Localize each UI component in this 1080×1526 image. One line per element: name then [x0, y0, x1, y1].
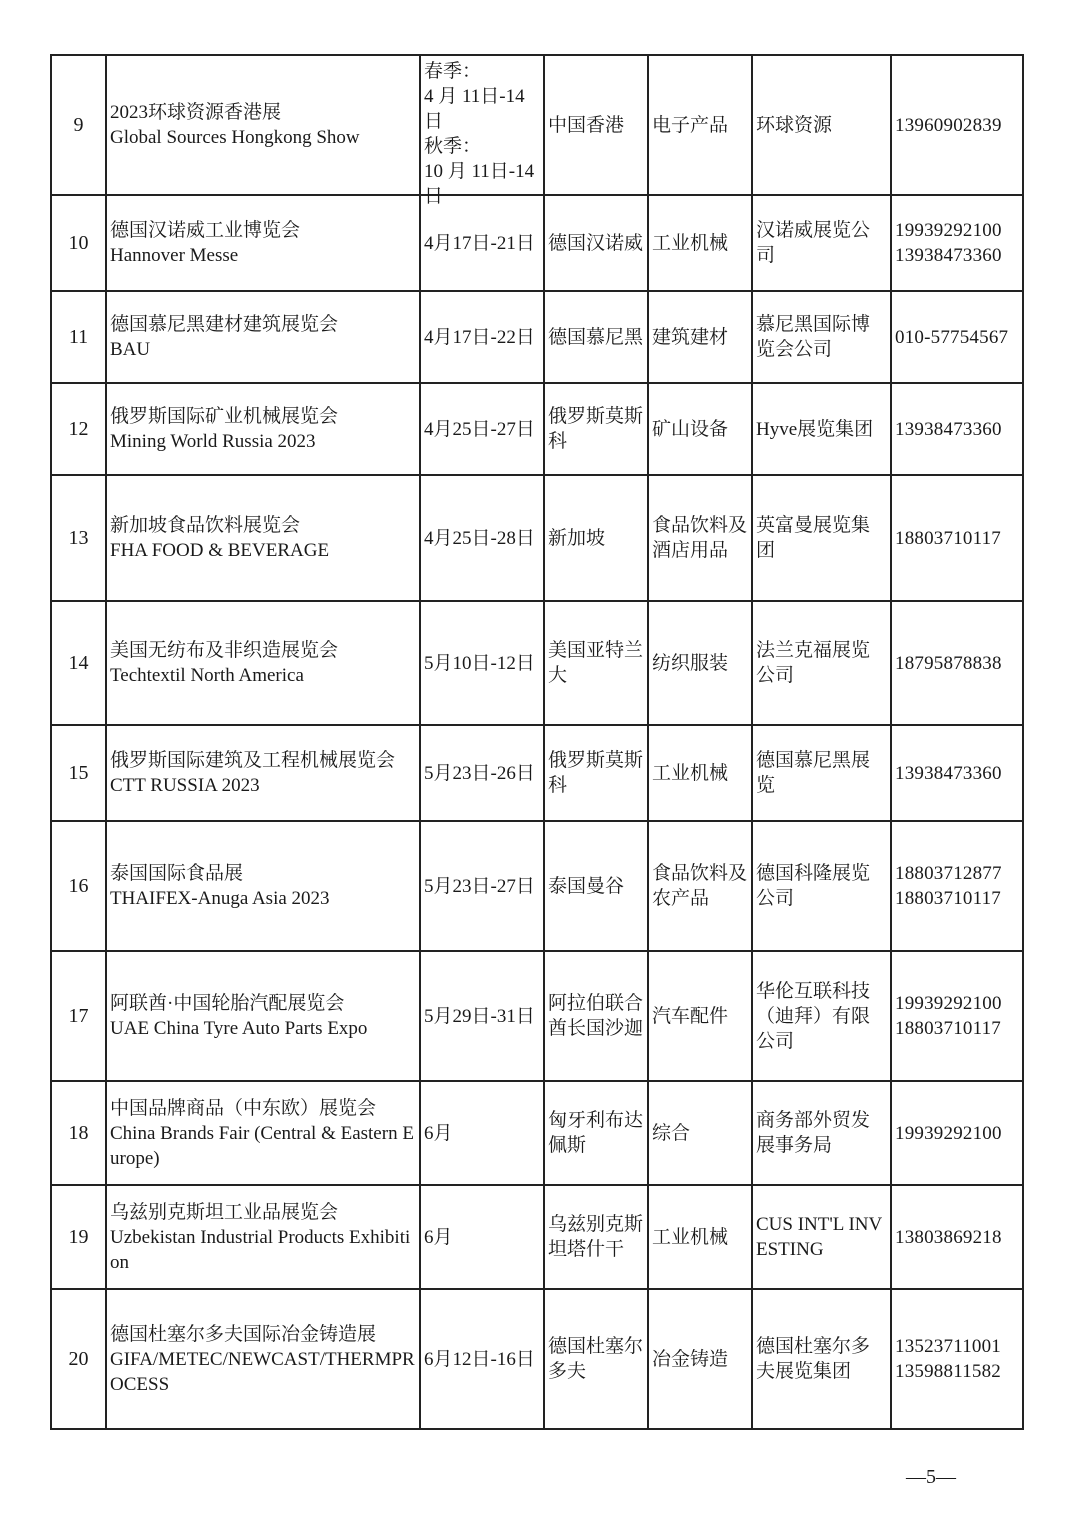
contact-phone: 19939292100: [891, 1081, 1023, 1185]
exhibition-name-cn: 德国汉诺威工业博览会: [110, 220, 301, 241]
exhibition-date: [420, 601, 544, 725]
exhibition-date-text: 4月17日-22日: [424, 326, 535, 348]
contact-phone: 13938473360: [891, 383, 1023, 475]
contact-phone: 13938473360: [891, 725, 1023, 821]
exhibition-organizer: 商务部外贸发展事务局: [752, 1081, 891, 1185]
exhibition-organizer: 德国慕尼黑展览: [752, 725, 891, 821]
exhibition-date-text: 5月10日-12日: [424, 652, 535, 674]
exhibition-industry: 纺织服装: [648, 601, 752, 725]
table-row: [51, 475, 1023, 601]
exhibition-location: 俄罗斯莫斯科: [544, 725, 648, 821]
exhibition-name-cn: 德国杜塞尔多夫国际冶金铸造展: [110, 1323, 377, 1345]
exhibition-industry: 汽车配件: [648, 951, 752, 1081]
row-number: 15: [51, 725, 106, 821]
exhibition-date: [420, 725, 544, 821]
exhibition-date-text: 5月23日-27日: [424, 875, 535, 897]
exhibition-date-text: 4月17日-21日: [424, 232, 535, 254]
exhibition-name: [106, 821, 420, 951]
row-number: 9: [51, 55, 106, 195]
exhibition-organizer: 德国杜塞尔多夫展览集团: [752, 1289, 891, 1429]
exhibition-name-cn: 美国无纺布及非织造展览会: [110, 640, 339, 661]
exhibition-date-text: 4月25日-28日: [424, 527, 535, 549]
table-row: [51, 383, 1023, 475]
exhibition-name-cn: 乌兹别克斯坦工业品展览会: [110, 1201, 339, 1223]
exhibition-name-en: UAE China Tyre Auto Parts Expo: [110, 1018, 368, 1039]
exhibition-date-text: 6月: [424, 1122, 453, 1144]
exhibition-name-cn: 2023环球资源香港展: [110, 102, 282, 123]
exhibition-date: [420, 821, 544, 951]
row-number: 13: [51, 475, 106, 601]
exhibition-industry: 电子产品: [648, 55, 752, 195]
exhibition-location: 泰国曼谷: [544, 821, 648, 951]
exhibition-name: [106, 475, 420, 601]
exhibition-location: 中国香港: [544, 55, 648, 195]
contact-phone: 18803710117: [891, 475, 1023, 601]
exhibition-date-text: 5月29日-31日: [424, 1005, 535, 1027]
exhibition-location: 美国亚特兰大: [544, 601, 648, 725]
page-number: —5—: [906, 1466, 956, 1488]
exhibition-date: [420, 1081, 544, 1185]
exhibition-table: [50, 54, 1024, 1430]
row-number: 16: [51, 821, 106, 951]
contact-phone: 19939292100 13938473360: [891, 195, 1023, 291]
exhibition-industry: 冶金铸造: [648, 1289, 752, 1429]
exhibition-date: [420, 1185, 544, 1289]
exhibition-industry: 食品饮料及酒店用品: [648, 475, 752, 601]
exhibition-organizer: 德国科隆展览公司: [752, 821, 891, 951]
exhibition-name-en: China Brands Fair (Central & Eastern Europe): [110, 1122, 414, 1169]
exhibition-date-text: 4月25日-27日: [424, 418, 535, 440]
exhibition-name: [106, 725, 420, 821]
exhibition-name-en: THAIFEX-Anuga Asia 2023: [110, 888, 330, 909]
contact-phone: 13960902839: [891, 55, 1023, 195]
exhibition-date-text: 5月23日-26日: [424, 762, 535, 784]
exhibition-location: 德国慕尼黑: [544, 291, 648, 383]
exhibition-organizer: 环球资源: [752, 55, 891, 195]
contact-phone: 18803712877 18803710117: [891, 821, 1023, 951]
contact-phone: 13523711001 13598811582: [891, 1289, 1023, 1429]
exhibition-name: [106, 1289, 420, 1429]
exhibition-name-en: Mining World Russia 2023: [110, 431, 316, 452]
exhibition-date: [420, 195, 544, 291]
table-row: [51, 195, 1023, 291]
exhibition-industry: 工业机械: [648, 195, 752, 291]
exhibition-date: [420, 1289, 544, 1429]
exhibition-date-text: 春季： 4 月 11日-14 日 秋季： 10 月 11日-14 日: [424, 61, 535, 207]
exhibition-date-text: 6月12日-16日: [424, 1348, 535, 1370]
exhibition-name-en: FHA FOOD & BEVERAGE: [110, 540, 330, 561]
table-row: [51, 725, 1023, 821]
exhibition-name-en: GIFA/METEC/NEWCAST/THERMPROCESS: [110, 1348, 415, 1395]
exhibition-name-cn: 俄罗斯国际建筑及工程机械展览会: [110, 750, 396, 771]
row-number: 18: [51, 1081, 106, 1185]
exhibition-date-text: 6月: [424, 1226, 453, 1248]
table-row: [51, 1289, 1023, 1429]
exhibition-industry: 工业机械: [648, 1185, 752, 1289]
exhibition-name-en: Uzbekistan Industrial Products Exhibition: [110, 1226, 411, 1273]
exhibition-date: [420, 951, 544, 1081]
exhibition-name-cn: 俄罗斯国际矿业机械展览会: [110, 406, 339, 427]
exhibition-location: 匈牙利布达佩斯: [544, 1081, 648, 1185]
exhibition-location: 阿拉伯联合酋长国沙迦: [544, 951, 648, 1081]
row-number: 14: [51, 601, 106, 725]
table-row: [51, 951, 1023, 1081]
table-row: [51, 601, 1023, 725]
exhibition-location: 德国汉诺威: [544, 195, 648, 291]
exhibition-name-cn: 德国慕尼黑建材建筑展览会: [110, 314, 339, 335]
exhibition-date: [420, 475, 544, 601]
exhibition-name-en: BAU: [110, 339, 151, 360]
exhibition-name: [106, 383, 420, 475]
exhibition-organizer: 汉诺威展览公司: [752, 195, 891, 291]
exhibition-organizer: 英富曼展览集团: [752, 475, 891, 601]
exhibition-name-cn: 阿联酋·中国轮胎汽配展览会: [110, 993, 345, 1014]
exhibition-organizer: Hyve展览集团: [752, 383, 891, 475]
table-body: [51, 55, 1023, 1429]
exhibition-location: 新加坡: [544, 475, 648, 601]
exhibition-name: [106, 1081, 420, 1185]
exhibition-organizer: CUS INT'L INVESTING: [752, 1185, 891, 1289]
exhibition-date: [420, 383, 544, 475]
table-row: [51, 821, 1023, 951]
row-number: 20: [51, 1289, 106, 1429]
exhibition-organizer: 法兰克福展览公司: [752, 601, 891, 725]
row-number: 10: [51, 195, 106, 291]
exhibition-name-cn: 泰国国际食品展: [110, 863, 244, 884]
row-number: 11: [51, 291, 106, 383]
exhibition-name-en: Global Sources Hongkong Show: [110, 127, 360, 148]
table-row: [51, 1185, 1023, 1289]
exhibition-name-cn: 新加坡食品饮料展览会: [110, 515, 301, 536]
exhibition-name-cn: 中国品牌商品（中东欧）展览会: [110, 1097, 377, 1119]
exhibition-name-en: CTT RUSSIA 2023: [110, 775, 260, 796]
exhibition-industry: 矿山设备: [648, 383, 752, 475]
contact-phone: 13803869218: [891, 1185, 1023, 1289]
contact-phone: 18795878838: [891, 601, 1023, 725]
exhibition-name: [106, 55, 420, 195]
row-number: 17: [51, 951, 106, 1081]
exhibition-name: [106, 195, 420, 291]
table-row: [51, 291, 1023, 383]
exhibition-organizer: 慕尼黑国际博览会公司: [752, 291, 891, 383]
exhibition-location: 乌兹别克斯坦塔什干: [544, 1185, 648, 1289]
exhibition-date: [420, 55, 544, 207]
row-number: 12: [51, 383, 106, 475]
exhibition-organizer: 华伦互联科技（迪拜）有限公司: [752, 951, 891, 1081]
exhibition-industry: 工业机械: [648, 725, 752, 821]
exhibition-industry: 食品饮料及农产品: [648, 821, 752, 951]
exhibition-name: [106, 601, 420, 725]
exhibition-name-en: Techtextil North America: [110, 665, 304, 686]
exhibition-name: [106, 951, 420, 1081]
contact-phone: 010-57754567: [891, 291, 1023, 383]
contact-phone: 19939292100 18803710117: [891, 951, 1023, 1081]
exhibition-date: [420, 291, 544, 383]
table-row: [51, 1081, 1023, 1185]
table-row: [51, 55, 1023, 195]
exhibition-industry: 综合: [648, 1081, 752, 1185]
exhibition-name: [106, 1185, 420, 1289]
exhibition-name-en: Hannover Messe: [110, 245, 239, 266]
exhibition-name: [106, 291, 420, 383]
row-number: 19: [51, 1185, 106, 1289]
exhibition-location: 俄罗斯莫斯科: [544, 383, 648, 475]
exhibition-location: 德国杜塞尔多夫: [544, 1289, 648, 1429]
exhibition-industry: 建筑建材: [648, 291, 752, 383]
